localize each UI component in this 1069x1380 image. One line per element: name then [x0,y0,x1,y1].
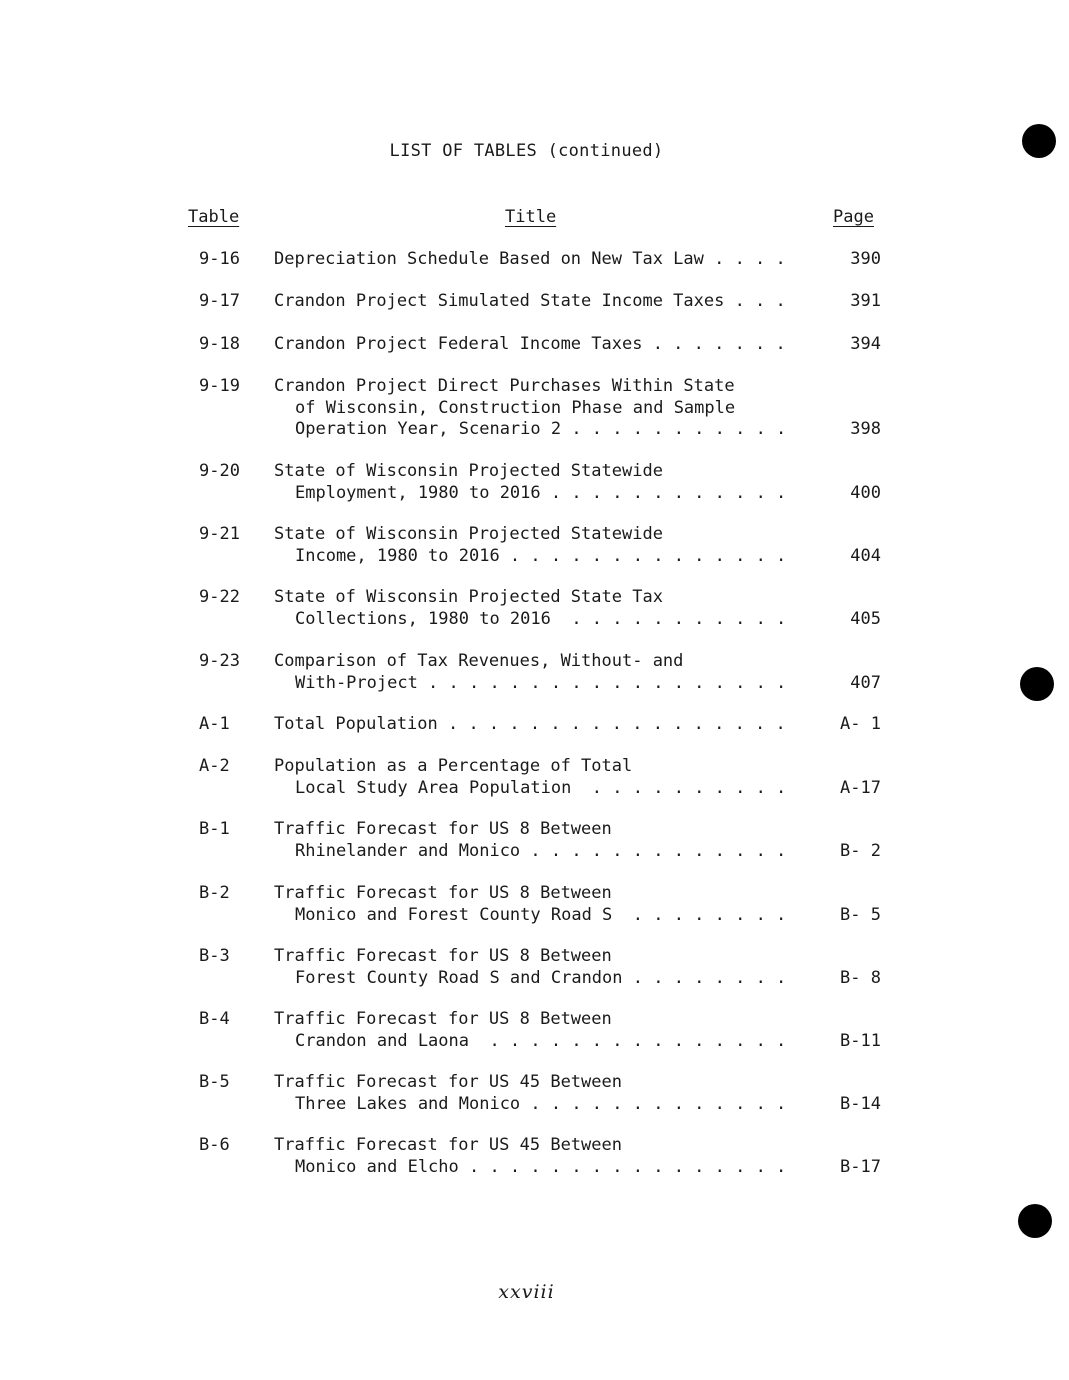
table-title-line: Crandon Project Direct Purchases Within State [274,376,735,396]
page-reference: 400 [850,482,881,503]
table-title [274,756,806,799]
table-title-line: Traffic Forecast for US 8 Between [274,883,612,903]
table-title [274,1135,806,1178]
table-title [274,651,806,694]
table-title-line: Traffic Forecast for US 8 Between [274,819,612,839]
table-number: B-2 [199,883,230,903]
page-reference: 398 [850,419,881,439]
table-number: B-1 [199,819,230,839]
table-title-line: Total Population . . . . . . . . . . . . . . . . . [274,714,786,734]
page-reference: 405 [850,608,881,629]
table-number: 9-16 [199,249,240,269]
table-number: 9-21 [199,524,240,544]
table-number: 9-22 [199,587,240,607]
table-title-line: Forest County Road S and Crandon . . . . . . . . [295,967,787,988]
page-reference: B- 5 [840,904,881,925]
table-title [274,376,806,441]
table-title-line: Traffic Forecast for US 45 Between [274,1135,622,1155]
table-title-line: of Wisconsin, Construction Phase and Sample [295,397,736,418]
table-title-line: Local Study Area Population . . . . . . . . . . [295,777,787,798]
page-number: xxviii [498,1281,555,1303]
table-title-line: Traffic Forecast for US 8 Between [274,946,612,966]
page-reference: 404 [850,545,881,566]
table-number: 9-23 [199,651,240,671]
table-number: 9-20 [199,461,240,481]
table-title-line: Employment, 1980 to 2016 . . . . . . . . . . . . [295,482,787,503]
table-title [274,249,806,271]
table-number: B-6 [199,1135,230,1155]
table-title-line: Traffic Forecast for US 8 Between [274,1009,612,1029]
page-reference: A- 1 [840,714,881,734]
table-number: B-3 [199,946,230,966]
table-number: B-5 [199,1072,230,1092]
page-reference: A-17 [840,777,881,798]
page-reference: B- 8 [840,967,881,988]
table-title-line: Collections, 1980 to 2016 . . . . . . . . . . . [295,608,787,629]
table-title-line: Rhinelander and Monico . . . . . . . . . . . . . [295,840,787,861]
table-title-line: Depreciation Schedule Based on New Tax Law . . . . [274,249,786,269]
page-reference: B- 2 [840,840,881,861]
table-title [274,714,806,736]
table-title [274,291,806,313]
table-title [274,819,806,862]
table-title-line: State of Wisconsin Projected Statewide [274,524,663,544]
column-header-page: Page [833,207,874,227]
table-title [274,461,806,504]
table-number: A-2 [199,756,230,776]
table-title-line: Crandon Project Simulated State Income Taxes . . . [274,291,786,311]
table-title-line: Monico and Elcho . . . . . . . . . . . . . . . . [295,1156,787,1177]
table-title-line: Monico and Forest County Road S . . . . . . . . [295,904,787,925]
table-title [274,334,806,356]
table-title-line: Traffic Forecast for US 45 Between [274,1072,622,1092]
page-reference: B-11 [840,1030,881,1051]
binder-hole-middle [1020,667,1054,701]
table-title-line: State of Wisconsin Projected Statewide [274,461,663,481]
table-number: A-1 [199,714,230,734]
table-title-line: Comparison of Tax Revenues, Without- and [274,651,684,671]
column-header-title: Title [505,207,557,227]
table-title-line: Crandon Project Federal Income Taxes . . . . . . . [274,334,786,354]
table-title [274,1009,806,1052]
table-number: 9-18 [199,334,240,354]
table-title-line: With-Project . . . . . . . . . . . . . . . . . . [295,672,787,693]
table-title [274,946,806,989]
table-title-line: State of Wisconsin Projected State Tax [274,587,663,607]
table-title-line: Crandon and Laona . . . . . . . . . . . . . . . [295,1030,787,1051]
table-title-line: Three Lakes and Monico . . . . . . . . . . . . . [295,1093,787,1114]
table-title-line: Operation Year, Scenario 2 . . . . . . . . . . . [295,419,787,439]
column-header-table: Table [188,207,240,227]
page-reference: 390 [850,249,881,269]
page-title: LIST OF TABLES (continued) [389,141,664,161]
page-reference: 391 [850,291,881,311]
table-title [274,524,806,567]
table-title [274,587,806,630]
table-title-line: Income, 1980 to 2016 . . . . . . . . . . . . . . [295,545,787,566]
binder-hole-bottom [1018,1204,1052,1238]
page-reference: B-14 [840,1093,881,1114]
table-number: 9-17 [199,291,240,311]
page-reference: B-17 [840,1156,881,1177]
table-title-line: Population as a Percentage of Total [274,756,633,776]
page-reference: 407 [850,672,881,693]
binder-hole-top [1022,124,1056,158]
table-number: B-4 [199,1009,230,1029]
page-reference: 394 [850,334,881,354]
table-title [274,883,806,926]
table-number: 9-19 [199,376,240,396]
table-title [274,1072,806,1115]
